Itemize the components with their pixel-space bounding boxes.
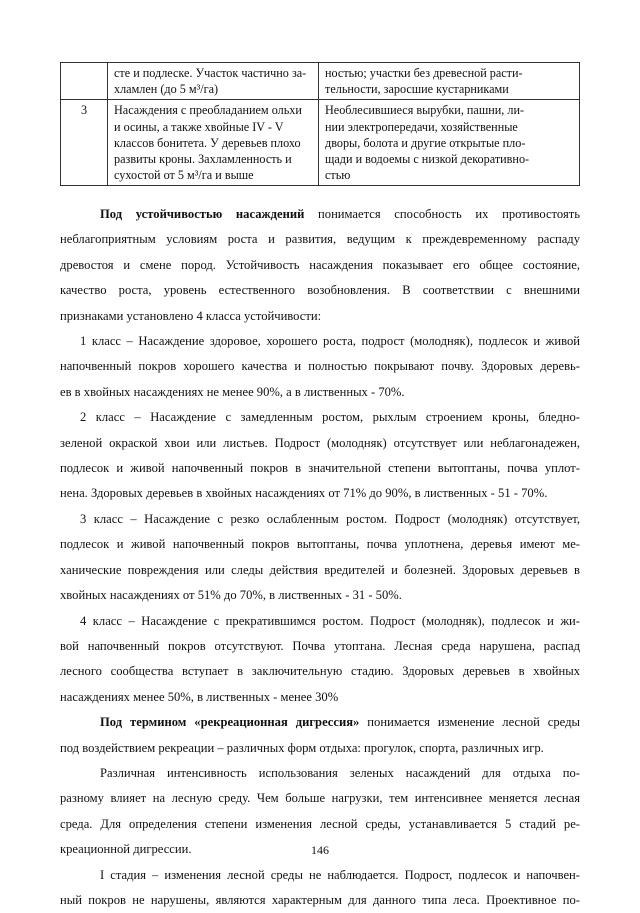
text-line: нена. Здоровых деревьев в хвойных насаждениях от 71% до 90%, в лиственных - 51 - 70%.: [60, 486, 548, 501]
text-line: признаками установлено 4 класса устойчивости:: [60, 308, 322, 323]
table-cell-description: [108, 63, 319, 100]
text-line: подлесок и живой напочвенный покров вытоптаны, почва уплотнена, деревья имеют ме-: [60, 537, 580, 552]
table-cell-line: классов бонитета. У деревьев плохо: [114, 135, 301, 150]
text-line: [60, 710, 580, 735]
term-bold: Под устойчивостью насаждений: [100, 207, 305, 221]
text-line: ный покров не нарушены, являются характерным для данного типа леса. Проективное по-: [60, 892, 580, 907]
table-cell-line: сте и подлеске. Участок частично за-: [114, 66, 307, 80]
table-cell-line: тельности, заросшие кустарниками: [325, 82, 509, 97]
table-cell-line: и осины, а также хвойные IV - V: [114, 119, 284, 134]
text-line: подлесок и живой напочвенный покров в значительной степени вытоптаны, почва уплот-: [60, 461, 580, 476]
paragraph-class-4: [60, 609, 580, 711]
table-cell-line: развиты кроны. Захламленность и: [114, 152, 292, 167]
text-line: древостоя и смене пород. Устойчивость насаждения показывает его общее состояние,: [60, 257, 580, 272]
table-cell-line: ностью; участки без древесной расти-: [325, 66, 523, 80]
paragraph-class-2: [60, 405, 580, 507]
text-line: креационной дигрессии.: [60, 842, 192, 857]
table-cell-examples: [319, 100, 580, 186]
text-line: 3 класс – Насаждение с резко ослабленным ростом. Подрост (молодняк) отсутствует,: [80, 511, 580, 526]
text-line: ханические повреждения или следы действия вредителей и болезней. Здоровых деревьев в: [60, 562, 580, 577]
table-cell-line: нии электропередачи, хозяйственные: [325, 119, 518, 134]
text-line: напочвенный покров хорошего качества и полностью покрывают почву. Здоровых деревь-: [60, 359, 580, 374]
paragraph-recreational-digression: [60, 710, 580, 761]
text-line: вой напочвенный покров отсутствуют. Почва утоптана. Лесная среда нарушена, распад: [60, 638, 580, 653]
text-line: зеленой окраской хвои или листьев. Подрост (молодняк) отсутствует или неблагонадежен,: [60, 435, 580, 450]
table-cell-number: 3: [61, 100, 108, 186]
table-cell-line: стью: [325, 168, 351, 183]
text-line: разному влияет на лесную среду. Чем больше нагрузки, тем интенсивнее меняется лесная: [60, 791, 580, 806]
text-line: [60, 202, 580, 227]
table-cell-line: сухостой от 5 м³/га и выше: [114, 168, 254, 183]
stability-table: [60, 62, 580, 186]
text-line: 4 класс – Насаждение с прекратившимся ростом. Подрост (молодняк), подлесок и жи-: [80, 613, 580, 628]
table-cell-number: [61, 63, 108, 100]
paragraph-class-1: [60, 329, 580, 405]
paragraph-stage-1: [60, 863, 580, 913]
text-line: 2 класс – Насаждение с замедленным ростом, рыхлым строением кроны, бледно-: [80, 410, 580, 425]
table-cell-examples: [319, 63, 580, 100]
text-line: 1 класс – Насаждение здоровое, хорошего роста, подрост (молодняк), подлесок и живой: [80, 334, 580, 349]
table-cell-line: Насаждения с преобладанием ольхи: [114, 103, 302, 118]
text-line: среда. Для определения степени изменения лесной среды, устанавливается 5 стадий ре-: [60, 816, 580, 831]
table-cell-line: дворы, болота и другие открытые пло-: [325, 135, 526, 150]
term-bold: Под термином «рекреационная дигрессия»: [100, 715, 360, 730]
table-cell-description: [108, 100, 319, 186]
text-line: насаждениях менее 50%, в лиственных - менее 30%: [60, 689, 339, 704]
paragraph-class-3: [60, 507, 580, 609]
text-span: понимается изменение лесной среды: [359, 715, 580, 730]
page-number: 146: [311, 843, 329, 857]
text-line: Различная интенсивность использования зеленых насаждений для отдыха по-: [100, 765, 580, 780]
body-text: [60, 202, 580, 913]
table-row: [61, 100, 580, 186]
table-cell-line: Необлесившиеся вырубки, пашни, ли-: [325, 103, 525, 118]
text-line: лесного сообщества вступает в заключительную стадию. Здоровых деревьев в хвойных: [60, 664, 580, 679]
text-line: хвойных насаждениях от 51% до 70%, в лиственных - 31 - 50%.: [60, 588, 402, 603]
table-cell-line: хламлен (до 5 м³/га): [114, 82, 219, 97]
table-row: [61, 63, 580, 100]
text-line: неблагоприятным условиям роста и развития, ведущим к преждевременному распаду: [60, 232, 580, 247]
text-line: ев в хвойных насаждениях не менее 90%, а в лиственных - 70%.: [60, 384, 405, 399]
text-line: под воздействием рекреации – различных форм отдыха: прогулок, спорта, различных игр.: [60, 740, 544, 755]
text-span: понимается способность их противостоять: [304, 207, 580, 221]
text-line: I стадия – изменения лесной среды не наблюдается. Подрост, подлесок и напочвен-: [100, 867, 580, 882]
text-line: качество роста, уровень естественного возобновления. В соответствии с внешними: [60, 283, 580, 298]
table-cell-line: щади и водоемы с низкой декоративно-: [325, 152, 530, 167]
paragraph-stability-definition: [60, 202, 580, 329]
